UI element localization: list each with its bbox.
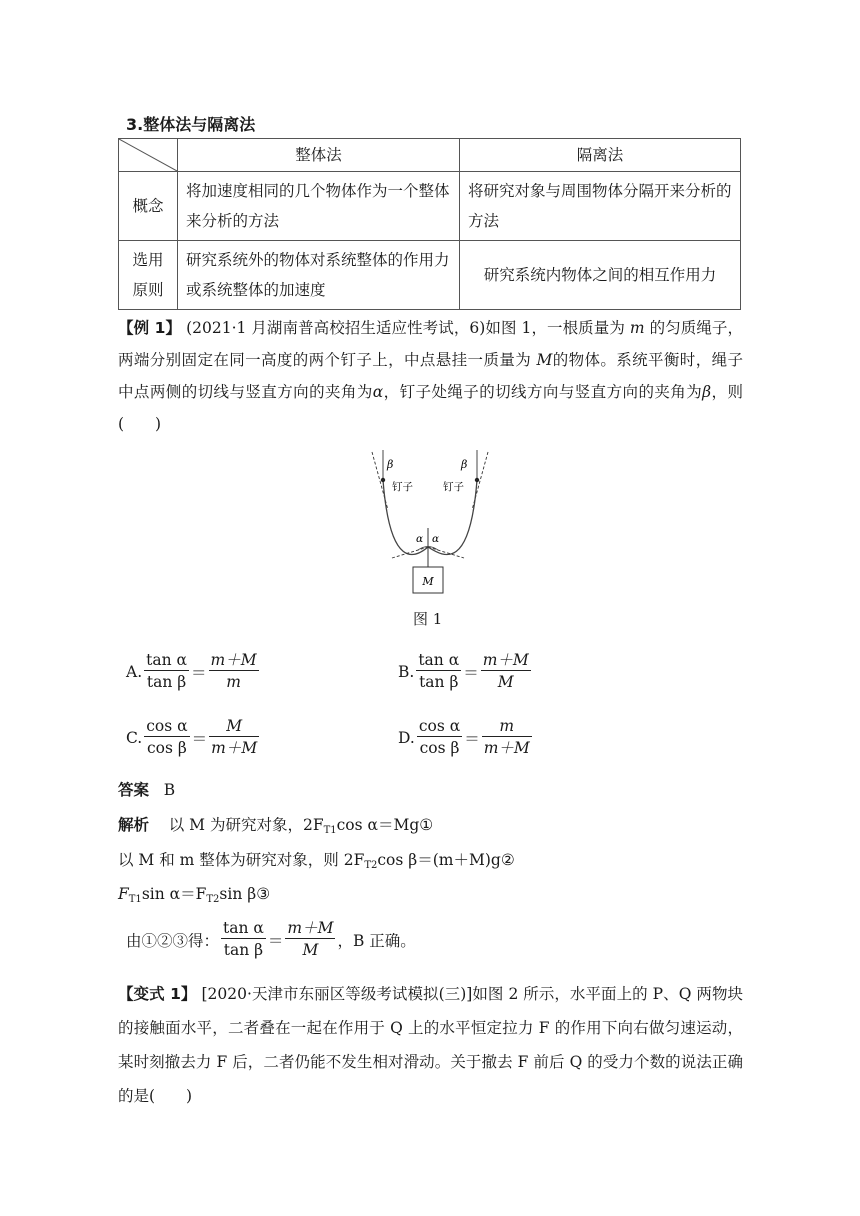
analysis-label: 解析 [118, 816, 150, 834]
rope-figure [370, 450, 495, 600]
analysis-line-1: 解析 以 M 为研究对象，$2F_{T1}\cos$ α＝Mg① [118, 816, 434, 836]
alpha-label-right: α [432, 533, 440, 545]
variant1-text [118, 977, 743, 1113]
beta-label-right: β [461, 458, 468, 471]
row-label-line1: 选用 [132, 251, 164, 269]
option-d: D. $\frac{\text{cos α}}{\text{cos β}}$ ＝ $\frac{m}{m+M}$ [398, 717, 530, 757]
nail-label-left: 钉子 [392, 481, 413, 493]
cell-whole-concept: 将加速度相同的几个物体作为一个整体来分析的方法 [178, 172, 460, 241]
nail-label-right: 钉子 [443, 481, 464, 493]
variant1-tag: 【变式 1】 [118, 985, 197, 1003]
comparison-table [118, 138, 741, 310]
figure-caption: 图 1 [413, 610, 443, 628]
diagonal-corner-cell [119, 139, 178, 172]
analysis-line-3: $F_{T1}\sin$ $\alpha=F_{T2}\sin$ β③ [118, 885, 271, 905]
row-label-line2: 原则 [132, 281, 164, 299]
answer-value: B [163, 781, 176, 799]
header-whole-method: 整体法 [178, 139, 460, 172]
header-isolation-method: 隔离法 [460, 139, 741, 172]
variant1-body: [2020·天津市东丽区等级考试模拟(三)]如图 2 所示，水平面上的 P、Q 两物块的接触面水平，二者叠在一起在作用于 Q 上的水平恒定拉力 F 的作用下向右做匀速运动，某时刻撤去力 F 后，二者仍能不发生相对滑动。关于撤去 F 前后 Q 的受力个数的说法正确的是( ) [118, 985, 743, 1105]
answer-line [118, 778, 175, 800]
answer-label: 答案 [118, 781, 150, 799]
row-label-concept: 概念 [119, 172, 178, 241]
section-title: 3.整体法与隔离法 [126, 115, 256, 134]
cell-whole-principle: 研究系统外的物体对系统整体的作用力或系统整体的加速度 [178, 241, 460, 310]
table-row [119, 172, 741, 241]
option-a: A. $\frac{\text{tan α}}{\text{tan β}}$ ＝ $\frac{m+M}{m}$ [126, 651, 257, 691]
option-b: B. $\frac{\text{tan α}}{\text{tan β}}$ ＝ $\frac{m+M}{M}$ [398, 651, 529, 691]
example1-source: (2021·1 月湖南普高校招生适应性考试，6) [186, 319, 486, 337]
option-c: C. $\frac{\text{cos α}}{\text{cos β}}$ ＝ $\frac{M}{m+M}$ [126, 717, 258, 757]
beta-label-left: β [387, 458, 394, 471]
table-header-row [119, 139, 741, 172]
analysis-line-4: 由①②③得： $\frac{\text{tan α}}{\text{tan β}}$ ＝ $\frac{m+M}{M}$ ，B 正确。 [126, 919, 416, 959]
example1-tag: 【例 1】 [118, 319, 182, 337]
example1-text: 【例 1】 (2021·1 月湖南普高校招生适应性考试，6)如图 1，一根质量为 m 的匀质绳子，两端分别固定在同一高度的两个钉子上，中点悬挂一质量为 M的物体。系统平衡时，绳子中点两侧的切线与竖直方向的夹角为α，钉子处绳子的切线方向与竖直方向的夹角为β，则( ) [118, 319, 744, 433]
cell-isolate-concept: 将研究对象与周围物体分隔开来分析的方法 [460, 172, 741, 241]
table-row [119, 241, 741, 310]
row-label-principle [119, 241, 178, 310]
analysis-line-2: 以 M 和 m 整体为研究对象，则 $2F_{T2}\cos$ β＝(m＋M)g② [118, 851, 515, 871]
alpha-label-left: α [416, 533, 424, 545]
mass-label: M [422, 575, 434, 588]
cell-isolate-principle: 研究系统内物体之间的相互作用力 [460, 241, 741, 310]
